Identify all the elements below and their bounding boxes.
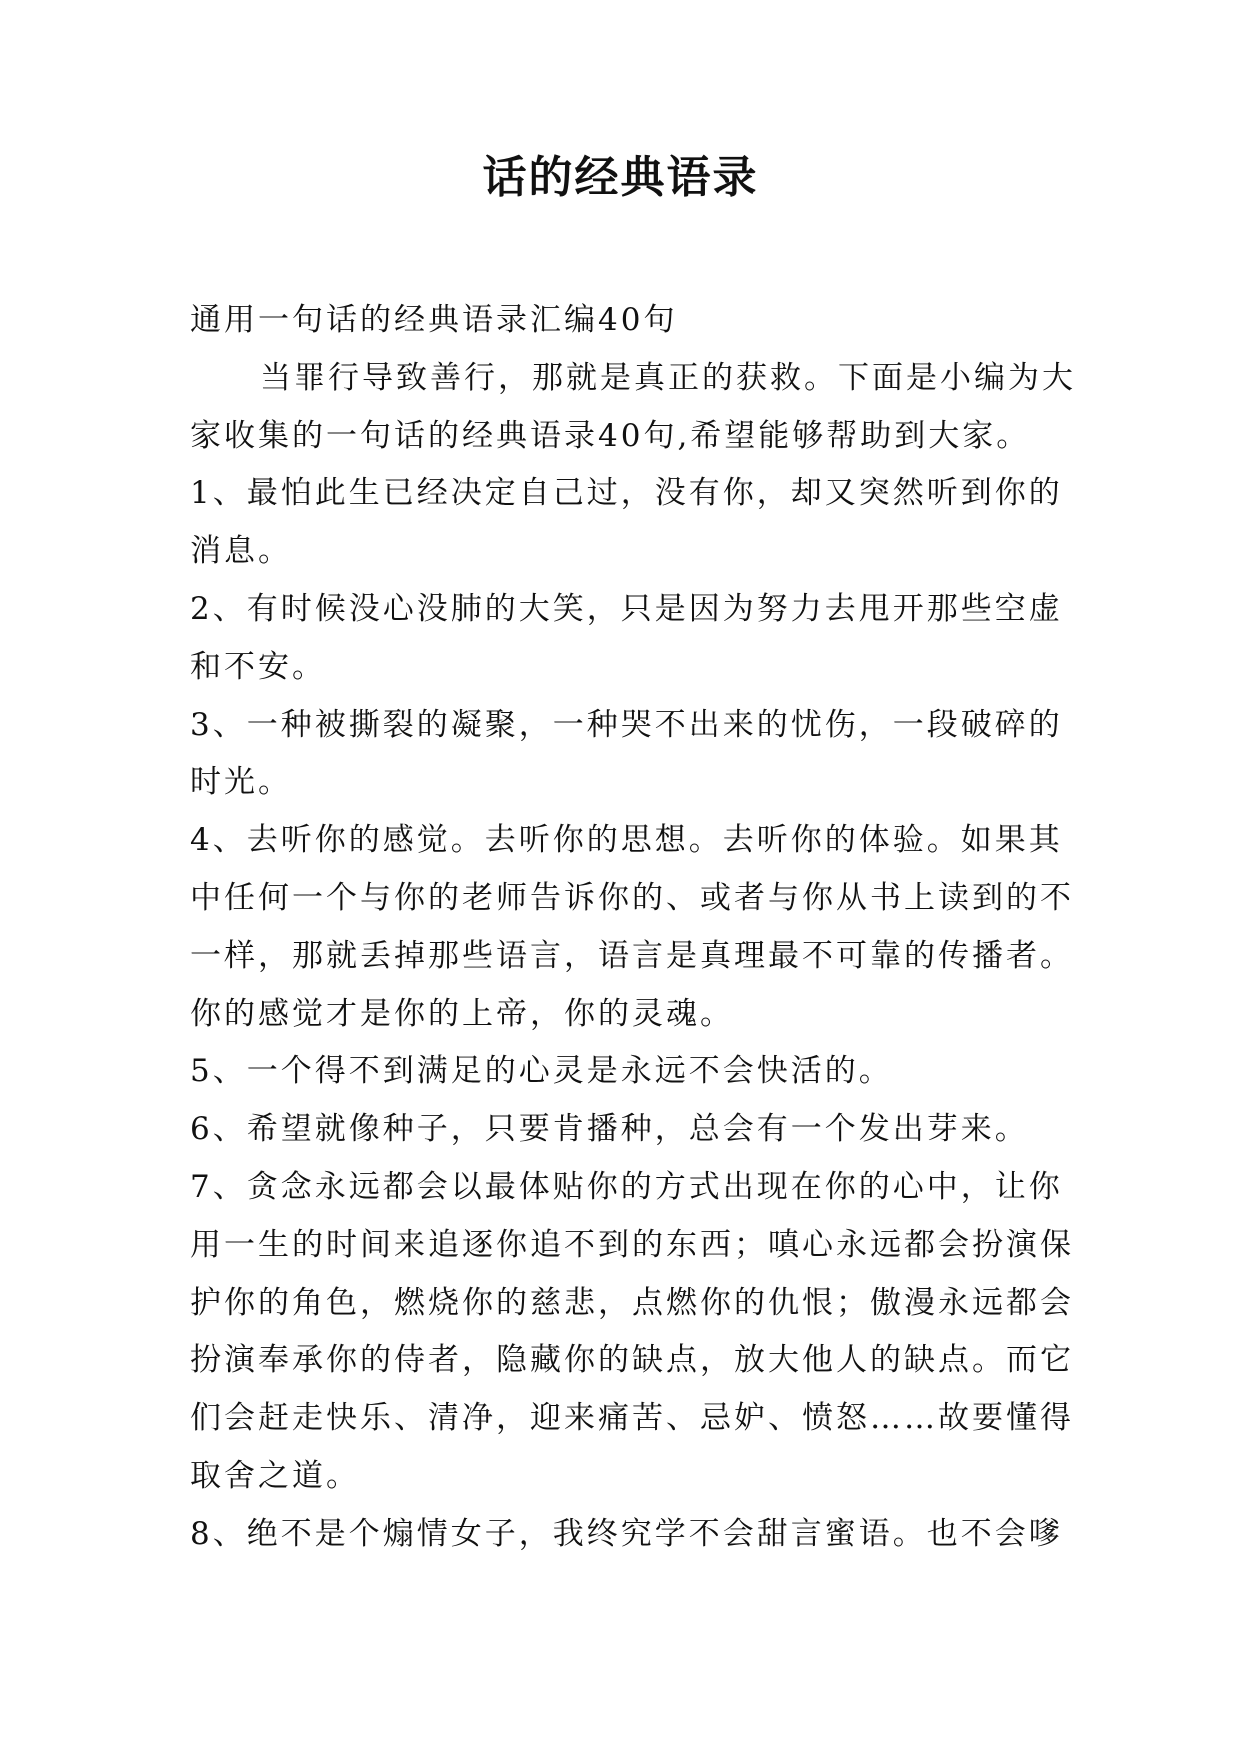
document-title: 话的经典语录 bbox=[482, 152, 759, 203]
quote-line: 用一生的时间来追逐你追不到的东西；嗔心永远都会扮演保 bbox=[190, 1226, 1074, 1263]
quote-line: 取舍之道。 bbox=[190, 1457, 360, 1494]
quote-line: 5、一个得不到满足的心灵是永远不会快活的。 bbox=[190, 1053, 893, 1090]
document-body bbox=[190, 292, 1076, 1564]
quote-line: 1、最怕此生已经决定自己过，没有你，却又突然听到你的 bbox=[190, 475, 1063, 512]
quote-line: 2、有时候没心没肺的大笑，只是因为努力去甩开那些空虚 bbox=[190, 590, 1063, 627]
quote-line: 扮演奉承你的侍者，隐藏你的缺点，放大他人的缺点。而它 bbox=[190, 1342, 1074, 1379]
quote-line: 时光。 bbox=[190, 764, 292, 801]
quote-line: 4、去听你的感觉。去听你的思想。去听你的体验。如果其 bbox=[190, 822, 1063, 859]
quote-line: 护你的角色，燃烧你的慈悲，点燃你的仇恨；傲漫永远都会 bbox=[190, 1284, 1074, 1321]
quote-line: 和不安。 bbox=[190, 648, 326, 685]
quote-line: 8、绝不是个煽情女子，我终究学不会甜言蜜语。也不会嗲 bbox=[190, 1515, 1063, 1552]
quote-line: 3、一种被撕裂的凝聚，一种哭不出来的忧伤，一段破碎的 bbox=[190, 706, 1063, 743]
quote-line: 中任何一个与你的老师告诉你的、或者与你从书上读到的不 bbox=[190, 879, 1074, 916]
quote-line: 6、希望就像种子，只要肯播种，总会有一个发出芽来。 bbox=[190, 1111, 1029, 1148]
quote-line: 你的感觉才是你的上帝，你的灵魂。 bbox=[190, 995, 734, 1032]
intro-line: 家收集的一句话的经典语录40句,希望能够帮助到大家。 bbox=[190, 417, 1031, 454]
quote-line: 7、贪念永远都会以最体贴你的方式出现在你的心中，让你 bbox=[190, 1168, 1063, 1205]
intro-line: 当罪行导致善行，那就是真正的获救。下面是小编为大 bbox=[260, 359, 1076, 396]
quote-line: 一样，那就丢掉那些语言，语言是真理最不可靠的传播者。 bbox=[190, 937, 1074, 974]
quote-line: 们会赶走快乐、清净，迎来痛苦、忌妒、愤怒……故要懂得 bbox=[190, 1400, 1074, 1437]
subtitle-line: 通用一句话的经典语录汇编40句 bbox=[190, 302, 678, 338]
quote-line: 消息。 bbox=[190, 533, 292, 570]
